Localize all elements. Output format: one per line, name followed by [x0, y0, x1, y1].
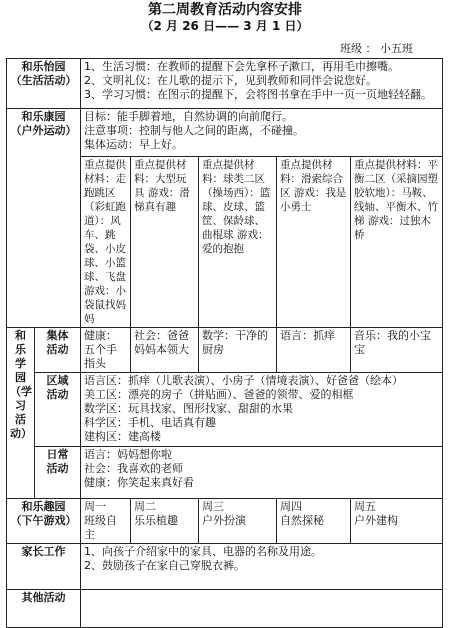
health-collective: 集体运动：早上好。 — [84, 138, 183, 151]
fun-activity: 乐乐植趣 — [134, 514, 178, 527]
section-other-label: 其他活动 — [7, 590, 81, 628]
life-item: 1、生活习惯：在教师的提醒下会先拿杯子漱口，再用毛巾擦嘴。 — [84, 60, 399, 73]
schedule-table — [6, 58, 443, 628]
row-other — [7, 590, 443, 628]
area-item: 语言区：抓痒（儿歌表演）、小房子（情境表演）、好爸爸（绘本） — [84, 374, 403, 387]
health-subname: （户外运动） — [10, 124, 77, 137]
fun-day-cell — [131, 499, 199, 544]
fun-activity: 自然探秘 — [280, 514, 324, 527]
area-label-text: 活动 — [46, 388, 69, 401]
study-subname: 习活 — [15, 399, 26, 426]
section-fun-label — [7, 499, 81, 544]
daily-item: 健康：你笑起来真好看 — [84, 476, 194, 489]
daily-label-text: 活动 — [46, 462, 69, 475]
study-name: 和乐 — [15, 329, 26, 356]
fun-day: 周二 — [134, 500, 156, 513]
row-study-daily — [7, 447, 443, 499]
fun-day-cell — [199, 499, 277, 544]
area-item: 科学区：手机、电话真有趣 — [84, 416, 216, 429]
health-goals — [81, 109, 443, 157]
area-item: 建构区：建高楼 — [84, 430, 161, 443]
area-content — [81, 373, 443, 447]
collective-label — [35, 328, 81, 373]
collective-cell: 数学：干净的厨房 — [199, 328, 277, 373]
fun-day: 周一 — [84, 500, 106, 513]
daily-label-text: 日常 — [46, 448, 69, 461]
health-goal: 目标：能手脚着地，自然协调的向前爬行。 — [84, 110, 293, 123]
health-material-3: 重点提供材料：球类二区（操场西）：篮球、皮球、篮筐、保龄球、曲棍球 游戏：爱的抱抱 — [199, 157, 277, 328]
other-content — [81, 590, 443, 628]
health-note: 注意事项：控制与他人之间的距离，不碰撞。 — [84, 124, 304, 137]
fun-subname: （下午游戏） — [10, 514, 77, 527]
area-item: 美工区：漂亮的房子（拼贴画）、爸爸的领带、爱的相框 — [84, 388, 354, 401]
life-name: 和乐怡园 — [21, 60, 66, 73]
life-item: 3、学习习惯：在图示的提醒下，会将图书拿在手中一页一页地轻轻翻。 — [84, 88, 432, 101]
study-subname: 动） — [10, 427, 32, 440]
fun-activity: 户外建构 — [354, 514, 398, 527]
health-name: 和乐康园 — [21, 110, 66, 123]
life-content — [81, 59, 443, 109]
row-life — [7, 59, 443, 109]
parent-item: 2、鼓励孩子在家自己穿脱衣裤。 — [84, 559, 245, 572]
collective-label-text: 集体 — [46, 329, 69, 342]
fun-day: 周三 — [202, 500, 224, 513]
row-parent — [7, 544, 443, 590]
fun-name: 和乐趣园 — [21, 500, 66, 513]
document-title: 第二周教育活动内容安排 — [148, 2, 302, 18]
daily-label — [35, 447, 81, 499]
section-health-label — [7, 109, 81, 328]
fun-day-cell — [351, 499, 443, 544]
study-subname: （学 — [10, 385, 32, 398]
health-material-5: 重点提供材料：平衡二区（采摘园塑胶软地）：马鞍、线轴、平衡木、竹梯 游戏：过独木桥 — [351, 157, 443, 328]
life-item: 2、文明礼仪：在儿歌的提示下，见到教师和同伴会说您好。 — [84, 74, 377, 87]
parent-item: 1、向孩子介绍家中的家具、电器的名称及用途。 — [84, 545, 322, 558]
class-label: 班级 ： 小五班 — [340, 42, 413, 55]
collective-cell: 语言：抓痒 — [277, 328, 351, 373]
row-fun — [7, 499, 443, 544]
parent-content — [81, 544, 443, 590]
row-study-area — [7, 373, 443, 447]
fun-day-cell — [81, 499, 131, 544]
fun-activity: 班级自主 — [84, 514, 117, 541]
collective-cell: 音乐：我的小宝宝 — [351, 328, 443, 373]
health-material-2: 重点提供材料：大型玩具 游戏：滑梯真有趣 — [131, 157, 199, 328]
collective-label-text: 活动 — [46, 343, 69, 356]
date-range: （2 月 26 日—— 3 月 1 日） — [141, 19, 309, 33]
fun-day: 周五 — [354, 500, 376, 513]
study-name: 学园 — [15, 357, 26, 384]
life-subname: （生活活动） — [10, 74, 77, 87]
section-life-label — [7, 59, 81, 109]
row-study-collective — [7, 328, 443, 373]
area-label — [35, 373, 81, 447]
section-parent-label: 家长工作 — [7, 544, 81, 590]
health-material-4: 重点提供材料：滑索综合区 游戏：我是小勇士 — [277, 157, 351, 328]
section-study-label — [7, 328, 35, 499]
daily-item: 语言：妈妈想你啦 — [84, 448, 172, 461]
health-material-1: 重点提供材料：走跑跳区（彩虹跑道）：风车、跳袋、小皮球、小篮球、飞盘 游戏：小袋鼠找妈妈 — [81, 157, 131, 328]
collective-cell: 健康：五个手指头 — [81, 328, 131, 373]
area-item: 数学区：玩具找家、图形找家、甜甜的水果 — [84, 402, 293, 415]
row-health-goals — [7, 109, 443, 157]
fun-activity: 户外扮演 — [202, 514, 246, 527]
fun-day: 周四 — [280, 500, 302, 513]
collective-cell: 社会：爸爸妈妈本领大 — [131, 328, 199, 373]
fun-day-cell — [277, 499, 351, 544]
daily-content — [81, 447, 443, 499]
area-label-text: 区域 — [46, 374, 69, 387]
daily-item: 社会：我喜欢的老师 — [84, 462, 183, 475]
